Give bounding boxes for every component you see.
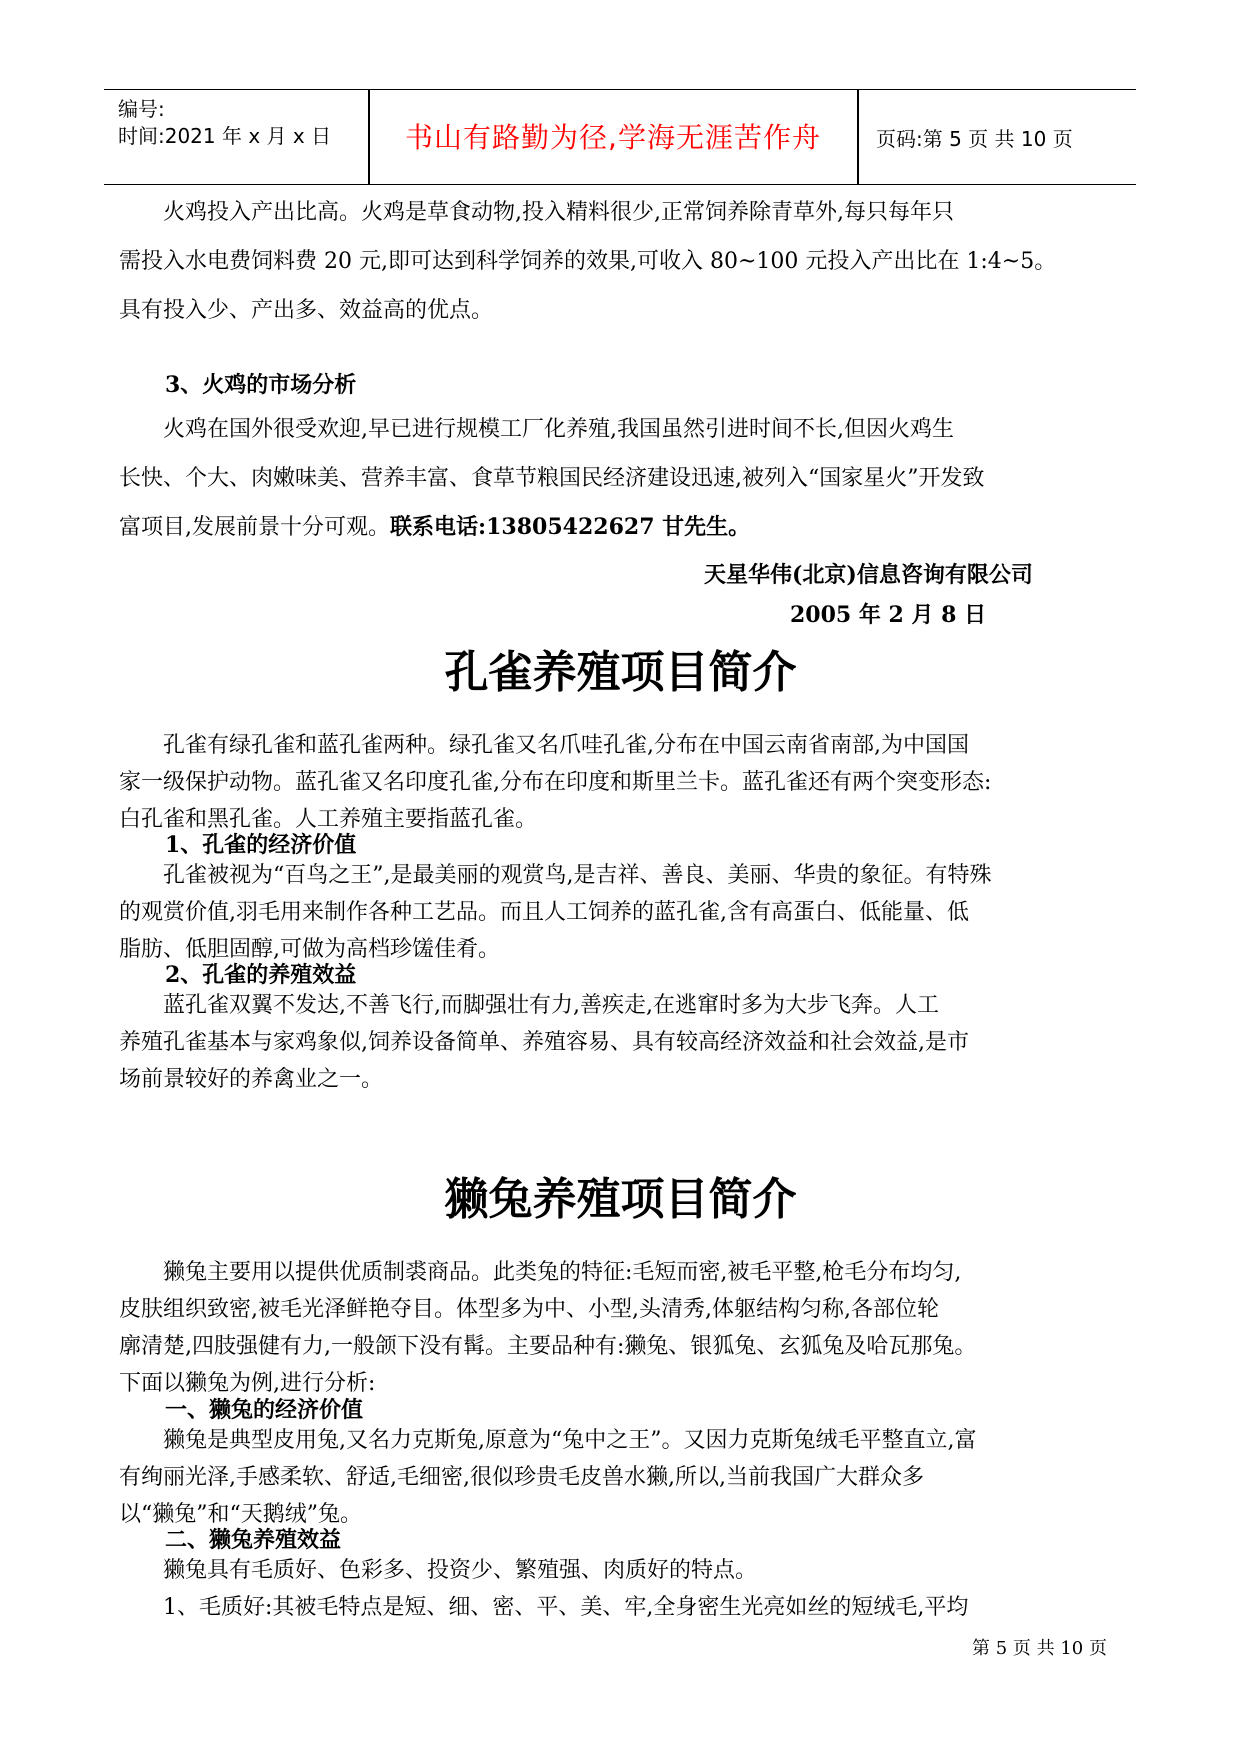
text-line: 养殖孔雀基本与家鸡象似,饲养设备简单、养殖容易、具有较高经济效益和社会效益,是市 — [119, 1030, 969, 1055]
peacock-value-paragraph — [119, 857, 1139, 968]
text-segment: 富项目,发展前景十分可观。 — [119, 515, 390, 540]
header-meta — [118, 96, 331, 150]
text-line: 獭兔是典型皮用兔,又名力克斯兔,原意为“兔中之王”。又因力克斯兔绒毛平整直立,富 — [163, 1428, 977, 1453]
text-line: 需投入水电费饲料费 20 元,即可达到科学饲养的效果,可收入 80~100 元投入产出比在 1:4~5。 — [119, 249, 1057, 274]
document-date: 2005 年 2 月 8 日 — [790, 602, 987, 628]
rabbit-intro — [119, 1254, 1139, 1402]
rabbit-heading-1: 一、獭兔的经济价值 — [165, 1397, 364, 1423]
turkey-paragraph-2 — [119, 405, 1139, 552]
text-line: 火鸡投入产出比高。火鸡是草食动物,投入精料很少,正常饲养除青草外,每只每年只 — [163, 200, 954, 225]
text-line: 长快、个大、肉嫩味美、营养丰富、食草节粮国民经济建设迅速,被列入“国家星火”开发致 — [119, 466, 985, 491]
page-footer: 第 5 页 共 10 页 — [972, 1638, 1107, 1659]
company-name: 天星华伟(北京)信息咨询有限公司 — [704, 562, 1033, 588]
text-line: 火鸡在国外很受欢迎,早已进行规模工厂化养殖,我国虽然引进时间不长,但因火鸡生 — [163, 417, 954, 442]
text-line: 獭兔主要用以提供优质制裘商品。此类兔的特征:毛短而密,被毛平整,枪毛分布均匀, — [163, 1260, 962, 1285]
text-line: 下面以獭兔为例,进行分析: — [119, 1371, 376, 1396]
turkey-heading-3: 3、火鸡的市场分析 — [165, 372, 357, 398]
text-line: 孔雀有绿孔雀和蓝孔雀两种。绿孔雀又名爪哇孔雀,分布在中国云南省南部,为中国国 — [163, 733, 969, 758]
text-line: 具有投入少、产出多、效益高的优点。 — [119, 298, 494, 323]
text-line: 蓝孔雀双翼不发达,不善飞行,而脚强壮有力,善疾走,在逃窜时多为大步飞奔。人工 — [163, 993, 939, 1018]
text-line: 场前景较好的养禽业之一。 — [119, 1067, 384, 1092]
text-line: 皮肤组织致密,被毛光泽鲜艳夺目。体型多为中、小型,头清秀,体躯结构匀称,各部位轮 — [119, 1297, 939, 1322]
text-line: 以“獭兔”和“天鹅绒”兔。 — [119, 1502, 362, 1527]
text-line: 脂肪、低胆固醇,可做为高档珍馐佳肴。 — [119, 937, 500, 962]
contact-phone: 联系电话:13805422627 甘先生。 — [390, 514, 751, 540]
rabbit-title: 獭兔养殖项目简介 — [444, 1174, 797, 1225]
peacock-heading-2: 2、孔雀的养殖效益 — [165, 962, 357, 988]
text-line — [119, 503, 1139, 552]
text-line: 有绚丽光泽,手感柔软、舒适,毛细密,很似珍贵毛皮兽水獭,所以,当前我国广大群众多 — [119, 1465, 924, 1490]
header-motto: 书山有路勤为径,学海无涯苦作舟 — [405, 121, 821, 154]
turkey-paragraph-1 — [119, 188, 1139, 335]
text-line: 1、毛质好:其被毛特点是短、细、密、平、美、牢,全身密生光亮如丝的短绒毛,平均 — [163, 1595, 969, 1620]
text-line: 的观赏价值,羽毛用来制作各种工艺品。而且人工饲养的蓝孔雀,含有高蛋白、低能量、低 — [119, 900, 969, 925]
peacock-title: 孔雀养殖项目简介 — [444, 647, 797, 698]
time-label: 时间:2021 年 x 月 x 日 — [118, 124, 332, 148]
header-divider — [857, 90, 859, 184]
rabbit-value-paragraph — [119, 1422, 1139, 1533]
rabbit-benefit-paragraph — [119, 1552, 1139, 1626]
text-line: 廓清楚,四肢强健有力,一般颌下没有髯。主要品种有:獭兔、银狐兔、玄狐兔及哈瓦那兔。 — [119, 1334, 977, 1359]
peacock-benefit-paragraph — [119, 987, 1139, 1098]
text-line: 家一级保护动物。蓝孔雀又名印度孔雀,分布在印度和斯里兰卡。蓝孔雀还有两个突变形态: — [119, 770, 992, 795]
text-line: 獭兔具有毛质好、色彩多、投资少、繁殖强、肉质好的特点。 — [163, 1558, 758, 1583]
text-line: 白孔雀和黑孔雀。人工养殖主要指蓝孔雀。 — [119, 807, 538, 832]
peacock-heading-1: 1、孔雀的经济价值 — [165, 832, 357, 858]
header-page-info: 页码:第 5 页 共 10 页 — [876, 127, 1073, 151]
text-line: 孔雀被视为“百鸟之王”,是最美丽的观赏鸟,是吉祥、善良、美丽、华贵的象征。有特殊 — [163, 863, 992, 888]
peacock-intro — [119, 727, 1139, 838]
number-label: 编号: — [118, 97, 165, 121]
page-header — [104, 89, 1136, 185]
rabbit-heading-2: 二、獭兔养殖效益 — [165, 1527, 342, 1553]
